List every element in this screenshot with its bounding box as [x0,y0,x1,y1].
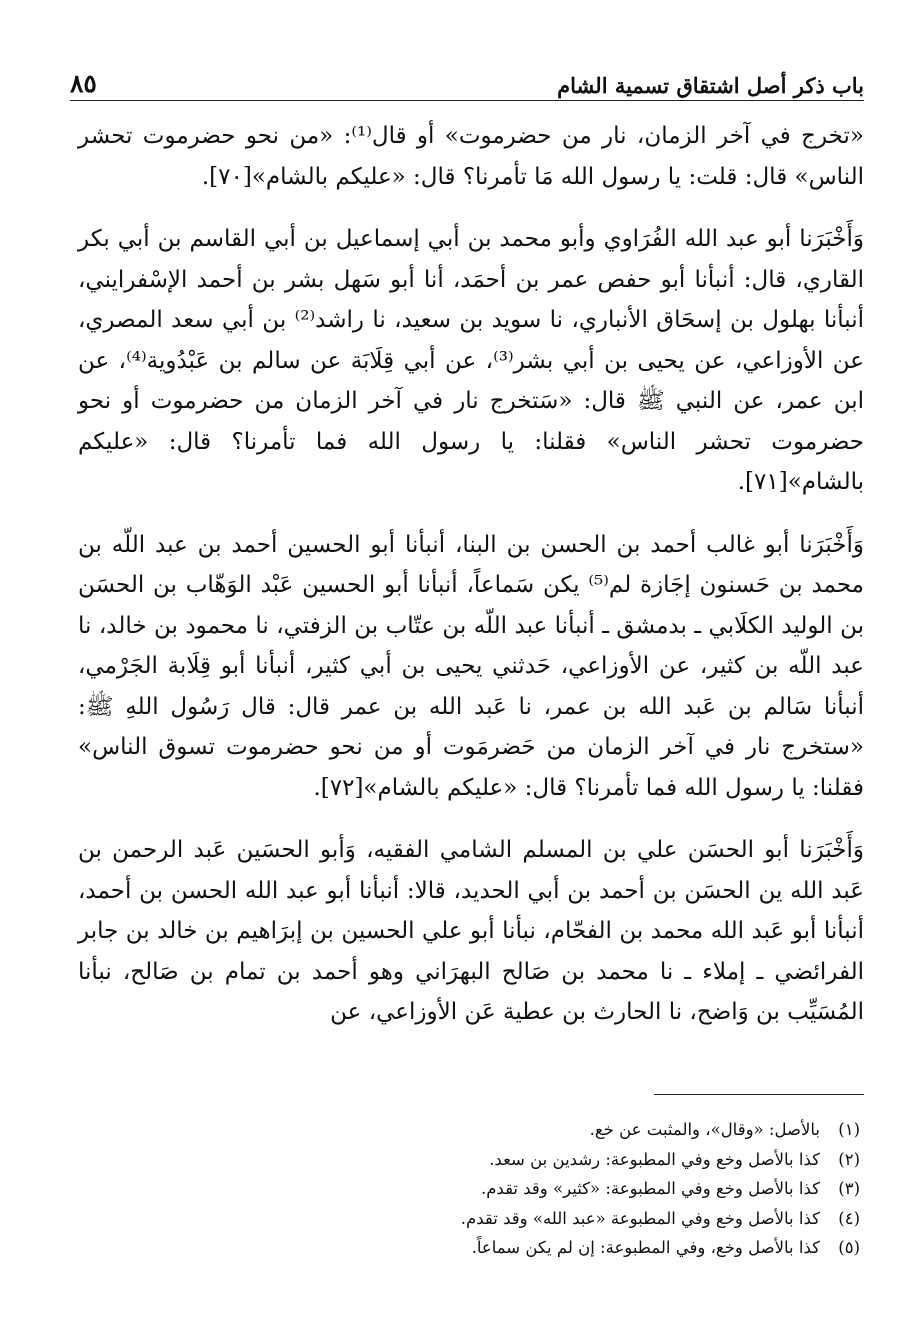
footnote-text: كذا بالأصل وخع، وفي المطبوعة: إن لم يكن سماعاً. [471,1238,820,1257]
footnote-item [70,1115,860,1145]
footnote-item [70,1204,860,1234]
running-title: باب ذكر أصل اشتقاق تسمية الشام [557,73,864,98]
footnote-number: (٥) [838,1238,860,1257]
paragraph: وَأَخْبَرَنا أبو غالب أحمد بن الحسن بن البنا، أنبأنا أبو الحسين أحمد بن عبد اللّه بن محمد بن حَسنون إجَازة لم⁽⁵⁾ يكن سَماعاً، أنبأنا أبو الحسين عَبْد الوَهّاب بن الحسَن بن الوليد الكلَابي ـ بدمشق ـ أنبأنا عبد اللّه بن عتّاب بن الزفتي، نا محمود بن خالد، نا عبد اللّه بن كثير، عن الأوزاعي، حَدثني يحيى بن أبي كثير، أنبأنا أبو قِلَابة الجَرْمي، أنبأنا سَالم بن عَبد الله بن عمر، نا عَبد الله بن عمر قال: قال رَسُول اللهِ ﷺ: «ستخرج نار في آخر الزمان من حَضرمَوت أو من نحو حضرموت تسوق الناس» فقلنا: يا رسول الله فما تأمرنا؟ قال: «عليكم بالشام»[٧٢]. [78,531,864,801]
main-text [78,116,864,1055]
paragraph: وَأَخْبَرَنا أبو الحسَن علي بن المسلم الشامي الفقيه، وَأبو الحسَين عَبد الرحمن بن عَبد الله ين الحسَن بن أحمد بن أبي الحديد، قالا: أنبأنا أبو عبد الله الحسن بن أحمد، أنبأنا أبو عَبد الله محمد بن الفحّام، نبأنا أبو علي الحسين بن إبرَاهيم بن خالد بن جابر الفرائضي ـ إملاء ـ نا محمد بن صَالح البهرَاني وهو أحمد بن تمام بن صَالح، نبأنا المُسَيِّب بن وَاضح، نا الحارث بن عطية عَن الأوزاعي، عن [78,837,864,1025]
footnote-number: (٣) [838,1179,860,1198]
footnote-text: كذا بالأصل وخع وفي المطبوعة: رشدين بن سعد. [489,1149,820,1169]
footnote-number: (١) [838,1120,860,1139]
footnote-number: (٤) [838,1208,860,1228]
page-header [70,52,864,98]
footnote-item [70,1174,860,1204]
footnote-text: كذا بالأصل وخع وفي المطبوعة: «كثير» وقد تقدم. [480,1179,820,1198]
page-number: ٨٥ [70,69,97,98]
footnote-text: بالأصل: «وقال»، والمثبت عن خع. [589,1120,820,1139]
paragraph: وَأَخْبَرَنا أبو عبد الله الفُرَاوي وأبو محمد بن أبي إسماعيل بن أبي القاسم بن أبي بكر القاري، قال: أنبأنا أبو حفص عمر بن أحمَد، أنا أبو سَهل بشر بن أحمد الإسْفرايني، أنبأنا بهلول بن إسحَاق الأنباري، نا سويد بن سعيد، نا راشد⁽²⁾ بن أبي سعد المصري، عن الأوزاعي، عن يحيى بن أبي بشر⁽³⁾، عن أبي قِلَابَة عن سالم بن عَبْدُوية⁽⁴⁾، عن ابن عمر، عن النبي ﷺ قال: «سَتخرج نار في آخر الزمان من حضرموت أو نحو حضرموت تحشر الناس» فقلنا: يا رسول الله فما تأمرنا؟ قال: «عليكم بالشام»[٧١]. [78,226,865,495]
paragraph: «تخرج في آخر الزمان، نار من حضرموت» أو قال⁽¹⁾: «من نحو حضرموت تحشر الناس» قال: قلت: يا رسول الله مَا تأمرنا؟ قال: «عليكم بالشام»[٧٠]. [78,123,864,190]
footnote-number: (٢) [838,1149,860,1169]
header-rule [70,100,864,101]
footnote-text: كذا بالأصل وخع وفي المطبوعة «عبد الله» وقد تقدم. [460,1208,820,1228]
footnote-item [70,1233,860,1263]
footnote-item [70,1145,860,1175]
footnote-rule [654,1094,864,1095]
footnotes [70,1115,860,1263]
